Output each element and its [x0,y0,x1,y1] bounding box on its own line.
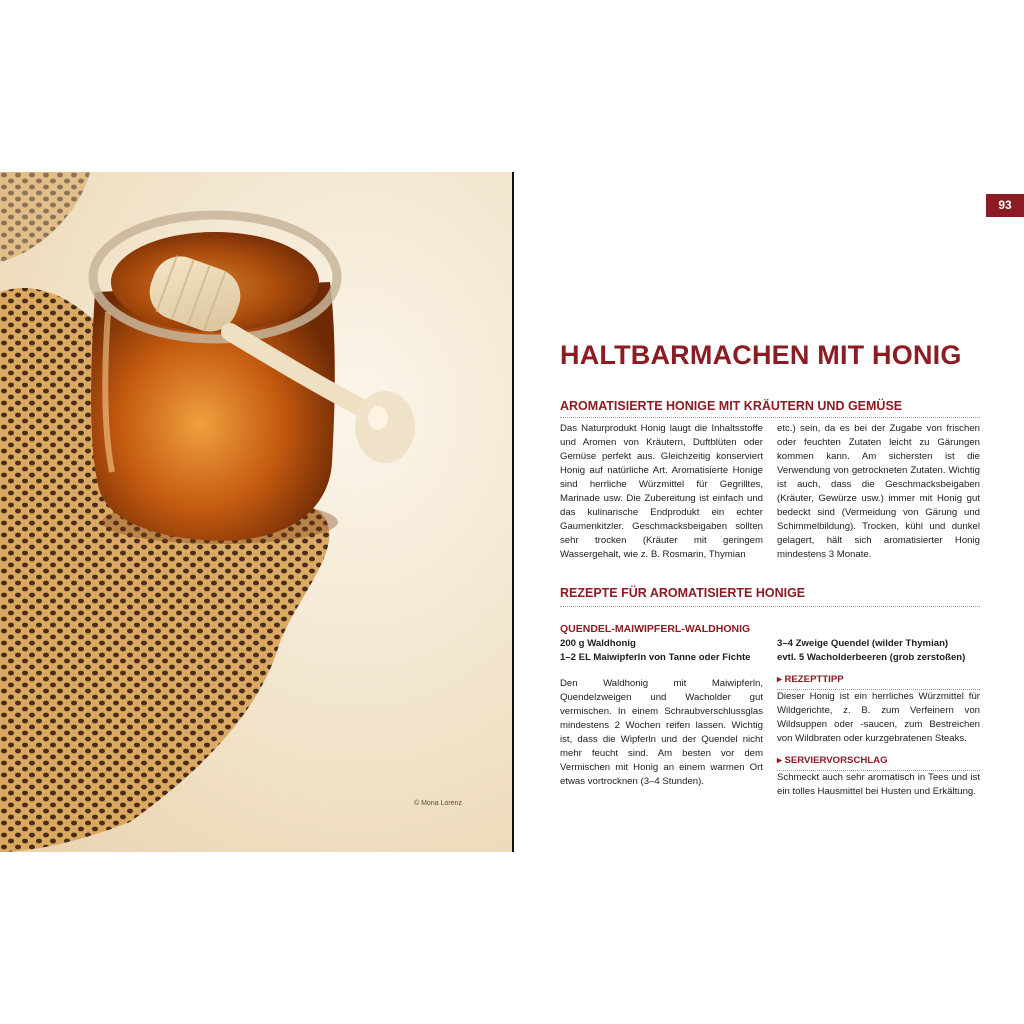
ingredients-left [560,637,751,665]
page-gutter [512,172,514,852]
page-title: HALTBARMACHEN MIT HONIG [560,340,962,370]
section-rule [560,417,980,418]
ingredient-item: evtl. 5 Wacholderbeeren (grob zerstoßen) [777,652,966,663]
intro-column-right: etc.) sein, da es bei der Zugabe von frischen oder feuchten Zutaten leicht zu Gärungen kommen kann. Am sichersten ist die Verwendung von getrockneten Zutaten. Wichtig ist auch, dass die Geschmacksbeigaben (Kräuter, Gewürze usw.) immer mit Honig gut bedeckt sind (Vermeidung von Gärung und Schimmelbildung). Trocken, kühl und dunkel gelagert, hält sich aromatisierter Honig mindestens 3 Monate. [777,423,980,560]
ingredient-item: 1–2 EL Maiwipferln von Tanne oder Fichte [560,652,751,663]
ingredient-item: 200 g Waldhonig [560,638,636,649]
serving-heading: ▸ SERVIERVORSCHLAG [777,755,888,766]
section-heading-rezepte: REZEPTE FÜR AROMATISIERTE HONIGE [560,586,806,600]
recipe-title: QUENDEL-MAIWIPFERL-WALDHONIG [560,623,751,635]
serving-text: Schmeckt auch sehr aromatisch in Tees und ist ein tolles Hausmittel bei Husten und Erkältung. [777,772,980,797]
honey-jar-photo [0,172,512,852]
book-spread [0,172,1024,852]
recipe-tip-heading: ▸ REZEPTTIPP [777,674,844,685]
section-heading-aromatisierte: AROMATISIERTE HONIGE MIT KRÄUTERN UND GEMÜSE [560,399,903,413]
ingredients-right [777,637,965,665]
recipe-method: Den Waldhonig mit Maiwipferln, Quendelzweigen und Wacholder gut vermischen. In einem Schraubverschlussglas mindestens 2 Wochen reifen lassen. Wichtig ist, dass die Wipferln und der Quendel nicht mehr feucht sind. Am besten vor dem Vermischen mit Honig an einem warmen Ort etwas vortrocknen (3–4 Stunden). [560,678,763,787]
section-rule [560,606,980,607]
ingredient-item: 3–4 Zweige Quendel (wilder Thymian) [777,638,949,649]
page-number: 93 [986,194,1024,217]
photo-credit: © Mona Lorenz [414,800,462,807]
intro-column-left: Das Naturprodukt Honig laugt die Inhaltsstoffe und Aromen von Kräutern, Duftblüten oder Gemüse perfekt aus. Gleichzeitig konserviert Honig auf natürliche Art. Aromatisierte Honige sind herrliche Würzmittel für Gegrilltes, Marinade usw. Die Zubereitung ist einfach und das kulinarische Endprodukt ein echter Gaumenkitzler. Geschmacksbeigaben sollten sehr trocken (Kräuter mit geringem Wassergehalt, wie z. B. Rosmarin, Thymian [560,423,763,560]
honey-jar-illustration [0,172,512,852]
recipe-tip-text: Dieser Honig ist ein herrliches Würzmittel für Wildgerichte, z. B. zum Verfeinern von Wildsuppen oder -saucen, zum Bestreichen von Wildbraten oder kurzgebratenen Steaks. [777,691,980,744]
